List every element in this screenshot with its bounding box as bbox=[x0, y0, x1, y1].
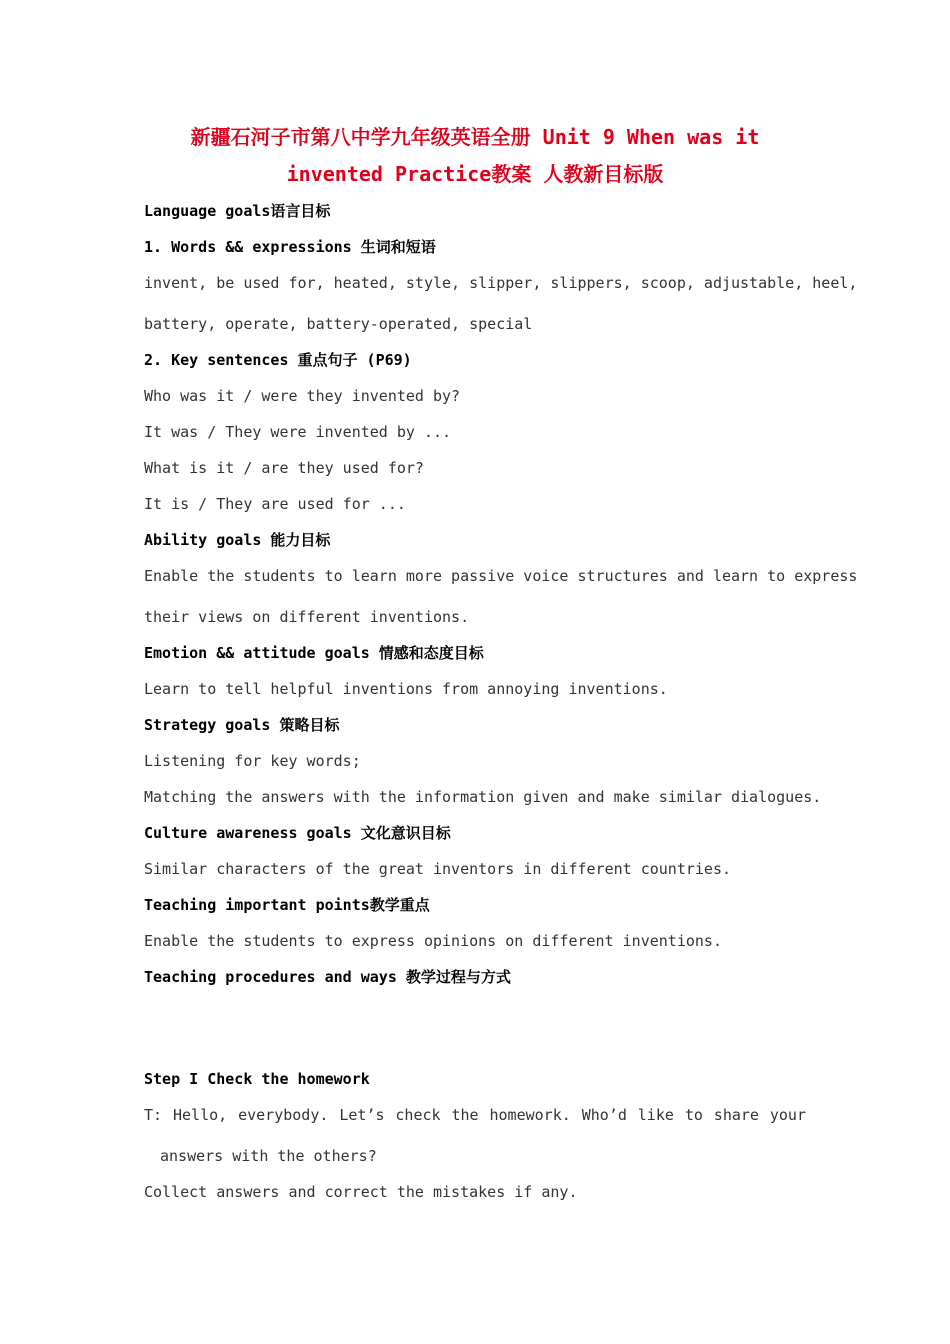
emotion-goals-heading: Emotion && attitude goals 情感和态度目标 bbox=[144, 644, 484, 662]
strategy-goals-line-1: Listening for key words; bbox=[144, 752, 361, 770]
culture-goals-text: Similar characters of the great inventors in different countries. bbox=[144, 860, 731, 878]
document-title-line-2: invented Practice教案 人教新目标版 bbox=[286, 162, 664, 186]
language-goals-heading: Language goals语言目标 bbox=[144, 202, 331, 220]
words-line-2: battery, operate, battery-operated, special bbox=[144, 315, 533, 333]
step-1-heading: Step I Check the homework bbox=[144, 1070, 370, 1088]
emotion-goals-text: Learn to tell helpful inventions from annoying inventions. bbox=[144, 680, 668, 698]
teaching-procedures-heading: Teaching procedures and ways 教学过程与方式 bbox=[144, 968, 511, 986]
key-sentence-2: It was / They were invented by ... bbox=[144, 423, 452, 441]
teaching-points-text: Enable the students to express opinions on different inventions. bbox=[144, 932, 722, 950]
words-line-1: invent, be used for, heated, style, slipper, slippers, scoop, adjustable, heel, bbox=[144, 274, 858, 292]
culture-goals-heading: Culture awareness goals 文化意识目标 bbox=[144, 824, 451, 842]
ability-goals-line-1: Enable the students to learn more passive voice structures and learn to express bbox=[144, 567, 858, 585]
strategy-goals-line-2: Matching the answers with the information given and make similar dialogues. bbox=[144, 788, 822, 806]
teaching-points-heading: Teaching important points教学重点 bbox=[144, 896, 430, 914]
ability-goals-line-2: their views on different inventions. bbox=[144, 608, 470, 626]
step-1-line-3: Collect answers and correct the mistakes if any. bbox=[144, 1183, 578, 1201]
document-title-line-1: 新疆石河子市第八中学九年级英语全册 Unit 9 When was it bbox=[190, 125, 760, 149]
step-1-line-2: answers with the others? bbox=[160, 1147, 377, 1165]
key-sentence-3: What is it / are they used for? bbox=[144, 459, 424, 477]
key-sentence-1: Who was it / were they invented by? bbox=[144, 387, 461, 405]
key-sentences-heading: 2. Key sentences 重点句子 (P69) bbox=[144, 351, 412, 369]
strategy-goals-heading: Strategy goals 策略目标 bbox=[144, 716, 340, 734]
words-heading: 1. Words && expressions 生词和短语 bbox=[144, 238, 436, 256]
step-1-line-1: T: Hello, everybody. Let’s check the homework. Who’d like to share your bbox=[144, 1106, 806, 1124]
key-sentence-4: It is / They are used for ... bbox=[144, 495, 406, 513]
ability-goals-heading: Ability goals 能力目标 bbox=[144, 531, 331, 549]
